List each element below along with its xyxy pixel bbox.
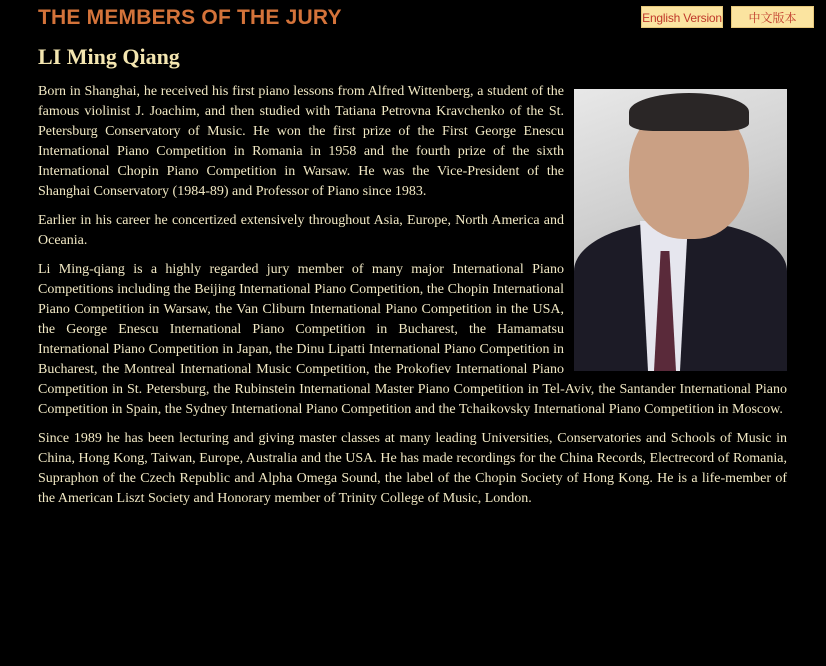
- bio-paragraph: Born in Shanghai, he received his first piano lessons from Alfred Wittenberg, a student of the famous violinist J. Joachim, and then studied with Tatiana Petrovna Kravchenko of the St. Petersburg Conservatory of Music. He won the first prize of the First George Enescu International Piano Competition in Romania in 1958 and the fourth prize of the sixth International Chopin Piano Competition in Warsaw. He was the Vice-President of the Shanghai Conservatory (1984-89) and Professor of Piano since 1983.: [38, 84, 564, 199]
- chinese-version-button[interactable]: 中文版本: [731, 6, 814, 28]
- member-name: LI Ming Qiang: [38, 44, 180, 69]
- bio-paragraph: Earlier in his career he concertized extensively throughout Asia, Europe, North America and Oceania.: [38, 213, 564, 248]
- bio-paragraph: Since 1989 he has been lecturing and giving master classes at many leading Universities, Conservatories and Schools of Music in China, Hong Kong, Taiwan, Europe, Australia and the USA. He has made recordings for the China Records, Electrecord of Romania, Supraphon of the Czech Republic and Alpha Omega Sound, the label of the Chopin Society of Hong Kong. He is a life-member of the American Liszt Society and Honorary member of Trinity College of Music, London.: [38, 431, 787, 506]
- portrait-hair: [629, 93, 749, 131]
- member-portrait: [574, 89, 787, 371]
- member-bio: [38, 82, 787, 518]
- english-version-button[interactable]: English Version: [641, 6, 723, 28]
- page-title: THE MEMBERS OF THE JURY: [38, 6, 342, 29]
- bio-paragraph: Li Ming-qiang is a highly regarded jury member of many major International Piano Competitions including the Beijing International Piano Competition, the Chopin International Piano Competition in Warsaw, the Van Cliburn International Piano Competition in the USA, the George Enescu International Piano Competition in Bucharest, the Hamamatsu International Piano Competition in Japan, the Dinu Lipatti International Piano Competition in Bucharest, the Montreal International Music Competition, the Prokofiev International Piano Competition in St. Petersburg, the Rubinstein International Master Piano Competition in Tel-Aviv, the Santander International Piano Competition in Spain, the Sydney International Piano Competition and the Tchaikovsky International Piano Competition in Moscow.: [38, 262, 787, 417]
